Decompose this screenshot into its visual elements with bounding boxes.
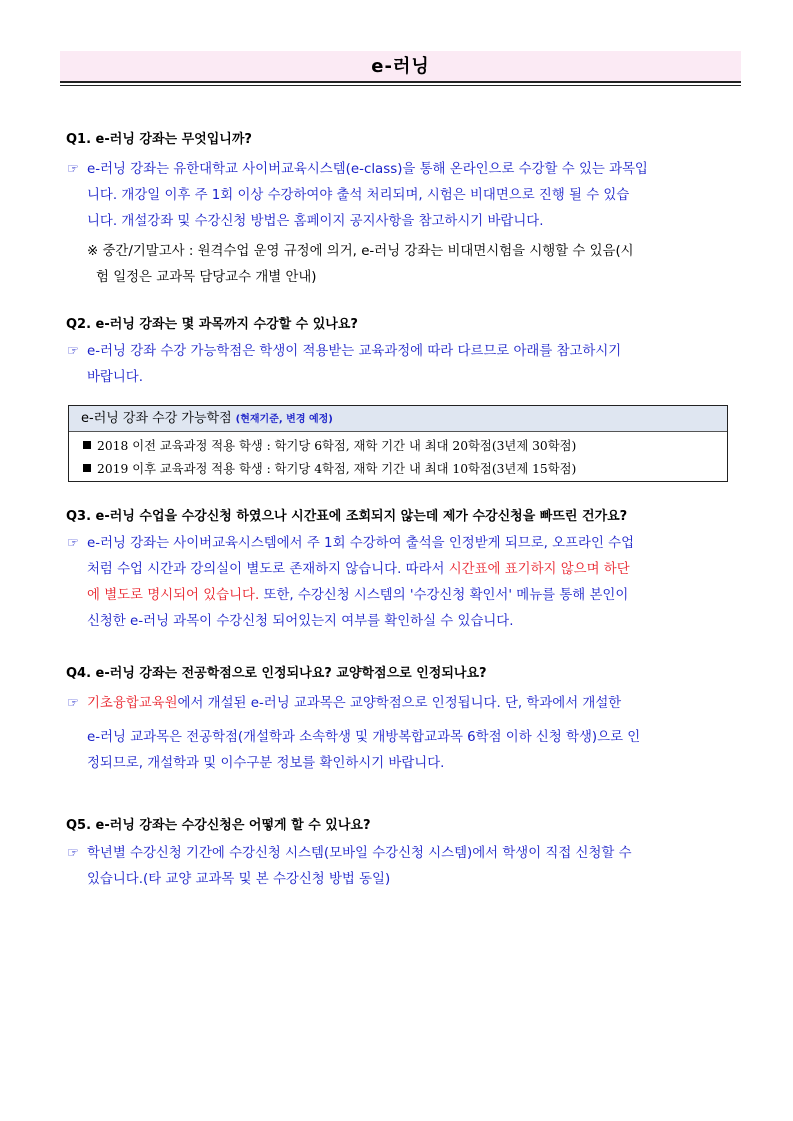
note-line: ※ 중간/기말고사 : 원격수업 운영 규정에 의거, e-러닝 강좌는 비대면시험을 시행할 수 있음(시 [87,244,634,259]
answer-line: 정되므로, 개설학과 및 이수구분 정보를 확인하시기 바랍니다. [87,756,445,771]
question-4: Q4. e-러닝 강좌는 전공학점으로 인정되나요? 교양학점으로 인정되나요? [66,666,487,681]
highlight-text: 에 별도로 명시되어 있습니다. [87,588,260,603]
pointer-icon: ☞ [67,344,80,359]
square-bullet-icon [83,441,91,449]
square-bullet-icon [83,464,91,472]
answer-line: 바랍니다. [87,370,143,385]
exam-note [87,239,739,291]
answer-2 [67,339,739,391]
question-5: Q5. e-러닝 강좌는 수강신청은 어떻게 할 수 있나요? [66,818,371,833]
answer-line: 처럼 수업 시간과 강의실이 별도로 존재하지 않습니다. 따라서 시간표에 표기하지 않으며 하단 [87,562,630,577]
answer-line: e-러닝 강좌는 유한대학교 사이버교육시스템(e-class)을 통해 온라인으로 수강할 수 있는 과목입 [87,162,648,177]
credit-row: 2018 이전 교육과정 적용 학생 : 학기당 6학점, 재학 기간 내 최대 20학점(3년제 30학점) [69,435,727,458]
answer-3 [67,531,739,635]
credit-row: 2019 이후 교육과정 적용 학생 : 학기당 4학점, 재학 기간 내 최대 10학점(3년제 15학점) [69,458,727,481]
answer-5 [67,841,739,893]
answer-1 [67,157,739,235]
answer-line: e-러닝 강좌 수강 가능학점은 학생이 적용받는 교육과정에 따라 다르므로 아래를 참고하시기 [87,344,622,359]
highlight-text: 시간표에 표기하지 않으며 하단 [448,562,630,577]
answer-line: 학년별 수강신청 기간에 수강신청 시스템(모바일 수강신청 시스템)에서 학생이 직접 신청할 수 [87,846,632,861]
answer-line: 신청한 e-러닝 과목이 수강신청 되어있는지 여부를 확인하실 수 있습니다. [87,614,514,629]
credit-limit-table [68,405,728,482]
answer-line: 기초융합교육원에서 개설된 e-러닝 교과목은 교양학점으로 인정됩니다. 단, 학과에서 개설한 [87,696,622,711]
question-1: Q1. e-러닝 강좌는 무엇입니까? [66,132,252,147]
question-2: Q2. e-러닝 강좌는 몇 과목까지 수강할 수 있나요? [66,317,358,332]
question-3: Q3. e-러닝 수업을 수강신청 하였으나 시간표에 조회되지 않는데 제가 수강신청을 빠뜨린 건가요? [66,509,628,524]
credit-table-heading: e-러닝 강좌 수강 가능학점 [81,411,232,426]
pointer-icon: ☞ [67,696,80,711]
pointer-icon: ☞ [67,162,80,177]
pointer-icon: ☞ [67,846,80,861]
answer-line: e-러닝 교과목은 전공학점(개설학과 소속학생 및 개방복합교과목 6학점 이하 신청 학생)으로 인 [87,730,641,745]
answer-line: 에 별도로 명시되어 있습니다. 또한, 수강신청 시스템의 '수강신청 확인서' 메뉴를 통해 본인이 [87,588,629,603]
answer-line: 니다. 개강일 이후 주 1회 이상 수강하여야 출석 처리되며, 시험은 비대면으로 진행 될 수 있습 [87,188,630,203]
page-title: e-러닝 [60,51,741,83]
answer-line: e-러닝 강좌는 사이버교육시스템에서 주 1회 수강하여 출석을 인정받게 되므로, 오프라인 수업 [87,536,635,551]
answer-4 [67,691,739,777]
answer-line: 니다. 개설강좌 및 수강신청 방법은 홈페이지 공지사항을 참고하시기 바랍니다. [87,214,544,229]
credit-table-heading-note: (현재기준, 변경 예정) [235,414,333,425]
credit-table-header [69,406,727,432]
highlight-text: 기초융합교육원 [87,696,178,711]
pointer-icon: ☞ [67,536,80,551]
answer-line: 있습니다.(타 교양 교과목 및 본 수강신청 방법 동일) [87,872,391,887]
note-line: 험 일정은 교과목 담당교수 개별 안내) [96,270,317,285]
